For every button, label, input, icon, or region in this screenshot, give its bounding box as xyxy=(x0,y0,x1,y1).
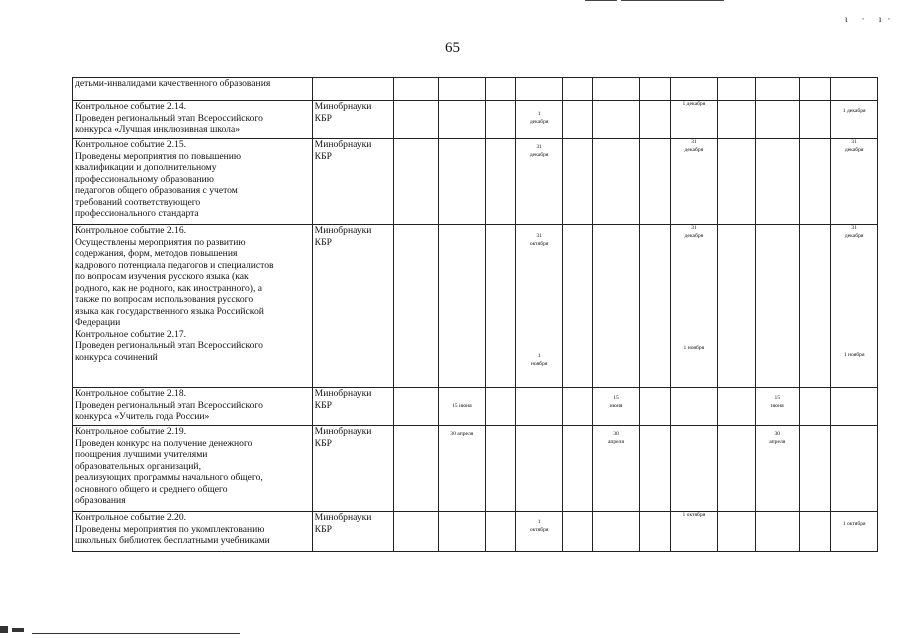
date-cell: 1 октября xyxy=(515,512,563,552)
event-cell: Контрольное событие 2.19. Проведен конкурс на получение денежного поощрения лучшими учителями образовательных организаций, реализующих программы начального общего, основного общего и среднего общего образования xyxy=(73,426,313,512)
date-cell: 31 декабря xyxy=(670,139,718,225)
event-cell: детьми-инвалидами качественного образования xyxy=(73,78,313,101)
date-cell: 1 декабря xyxy=(831,101,878,139)
event-cell: Контрольное событие 2.15. Проведены мероприятия по повышению квалификации и дополнительному профессиональному образованию педагогов общего образования с учетом требований соответствующего профессионального стандарта xyxy=(73,139,313,225)
top-rule-left xyxy=(585,0,617,1)
date-cell: 30 апреля xyxy=(755,426,799,512)
table-row xyxy=(73,101,878,139)
event-cell: Контрольное событие 2.14. Проведен региональный этап Всероссийского конкурса «Лучшая инклюзивная школа» xyxy=(73,101,313,139)
event-cell: Контрольное событие 2.20. Проведены мероприятия по укомплектованию школьных библиотек бесплатными учебниками xyxy=(73,512,313,552)
schedule-table xyxy=(72,77,878,552)
date-cell: 31 декабря 1 ноября xyxy=(670,225,718,388)
date-cell: 15 июня xyxy=(439,388,486,426)
top-rule-right xyxy=(621,0,724,1)
date-cell: 1 октября xyxy=(670,512,718,552)
executor-cell: Минобрнауки КБР xyxy=(312,139,393,225)
date-cell: 30 апреля xyxy=(592,426,640,512)
date-cell: 30 апреля xyxy=(439,426,486,512)
table-row xyxy=(73,139,878,225)
page-number: 65 xyxy=(445,40,460,56)
date-cell: 1 декабря xyxy=(515,101,563,139)
date-cell: 1 октября xyxy=(831,512,878,552)
scan-mark xyxy=(0,626,8,633)
scan-mark xyxy=(12,628,24,632)
event-cell: Контрольное событие 2.16. Осуществлены мероприятия по развитию содержания, форм, методов повышения кадрового потенциала педагогов и специалистов по вопросам изучения русского языка (как родного, как не родного, как иностранного), а также по вопросам использования русского языка как государственного языка Российской Федерации Контрольное событие 2.17. Проведен региональный этап Всероссийского конкурса сочинений xyxy=(73,225,313,388)
date-cell: 31 октября 1 ноября xyxy=(515,225,563,388)
table-row xyxy=(73,388,878,426)
table-row xyxy=(73,225,878,388)
date-cell: 31 декабря 1 ноября xyxy=(831,225,878,388)
corner-marks: ι · ı· xyxy=(845,14,897,24)
executor-cell: Минобрнауки КБР xyxy=(312,512,393,552)
executor-cell: Минобрнауки КБР xyxy=(312,388,393,426)
footnote-rule xyxy=(32,633,240,634)
executor-cell: Минобрнауки КБР xyxy=(312,225,393,388)
date-cell: 15 июня xyxy=(592,388,640,426)
date-cell: 15 июня xyxy=(755,388,799,426)
executor-cell: Минобрнауки КБР xyxy=(312,101,393,139)
date-cell: 1 декабря xyxy=(670,101,718,139)
table-row xyxy=(73,512,878,552)
date-cell: 31 декабря xyxy=(831,139,878,225)
table-row xyxy=(73,78,878,101)
event-cell: Контрольное событие 2.18. Проведен региональный этап Всероссийского конкурса «Учитель года России» xyxy=(73,388,313,426)
executor-cell: Минобрнауки КБР xyxy=(312,426,393,512)
date-cell: 31 декабря xyxy=(515,139,563,225)
table-row xyxy=(73,426,878,512)
